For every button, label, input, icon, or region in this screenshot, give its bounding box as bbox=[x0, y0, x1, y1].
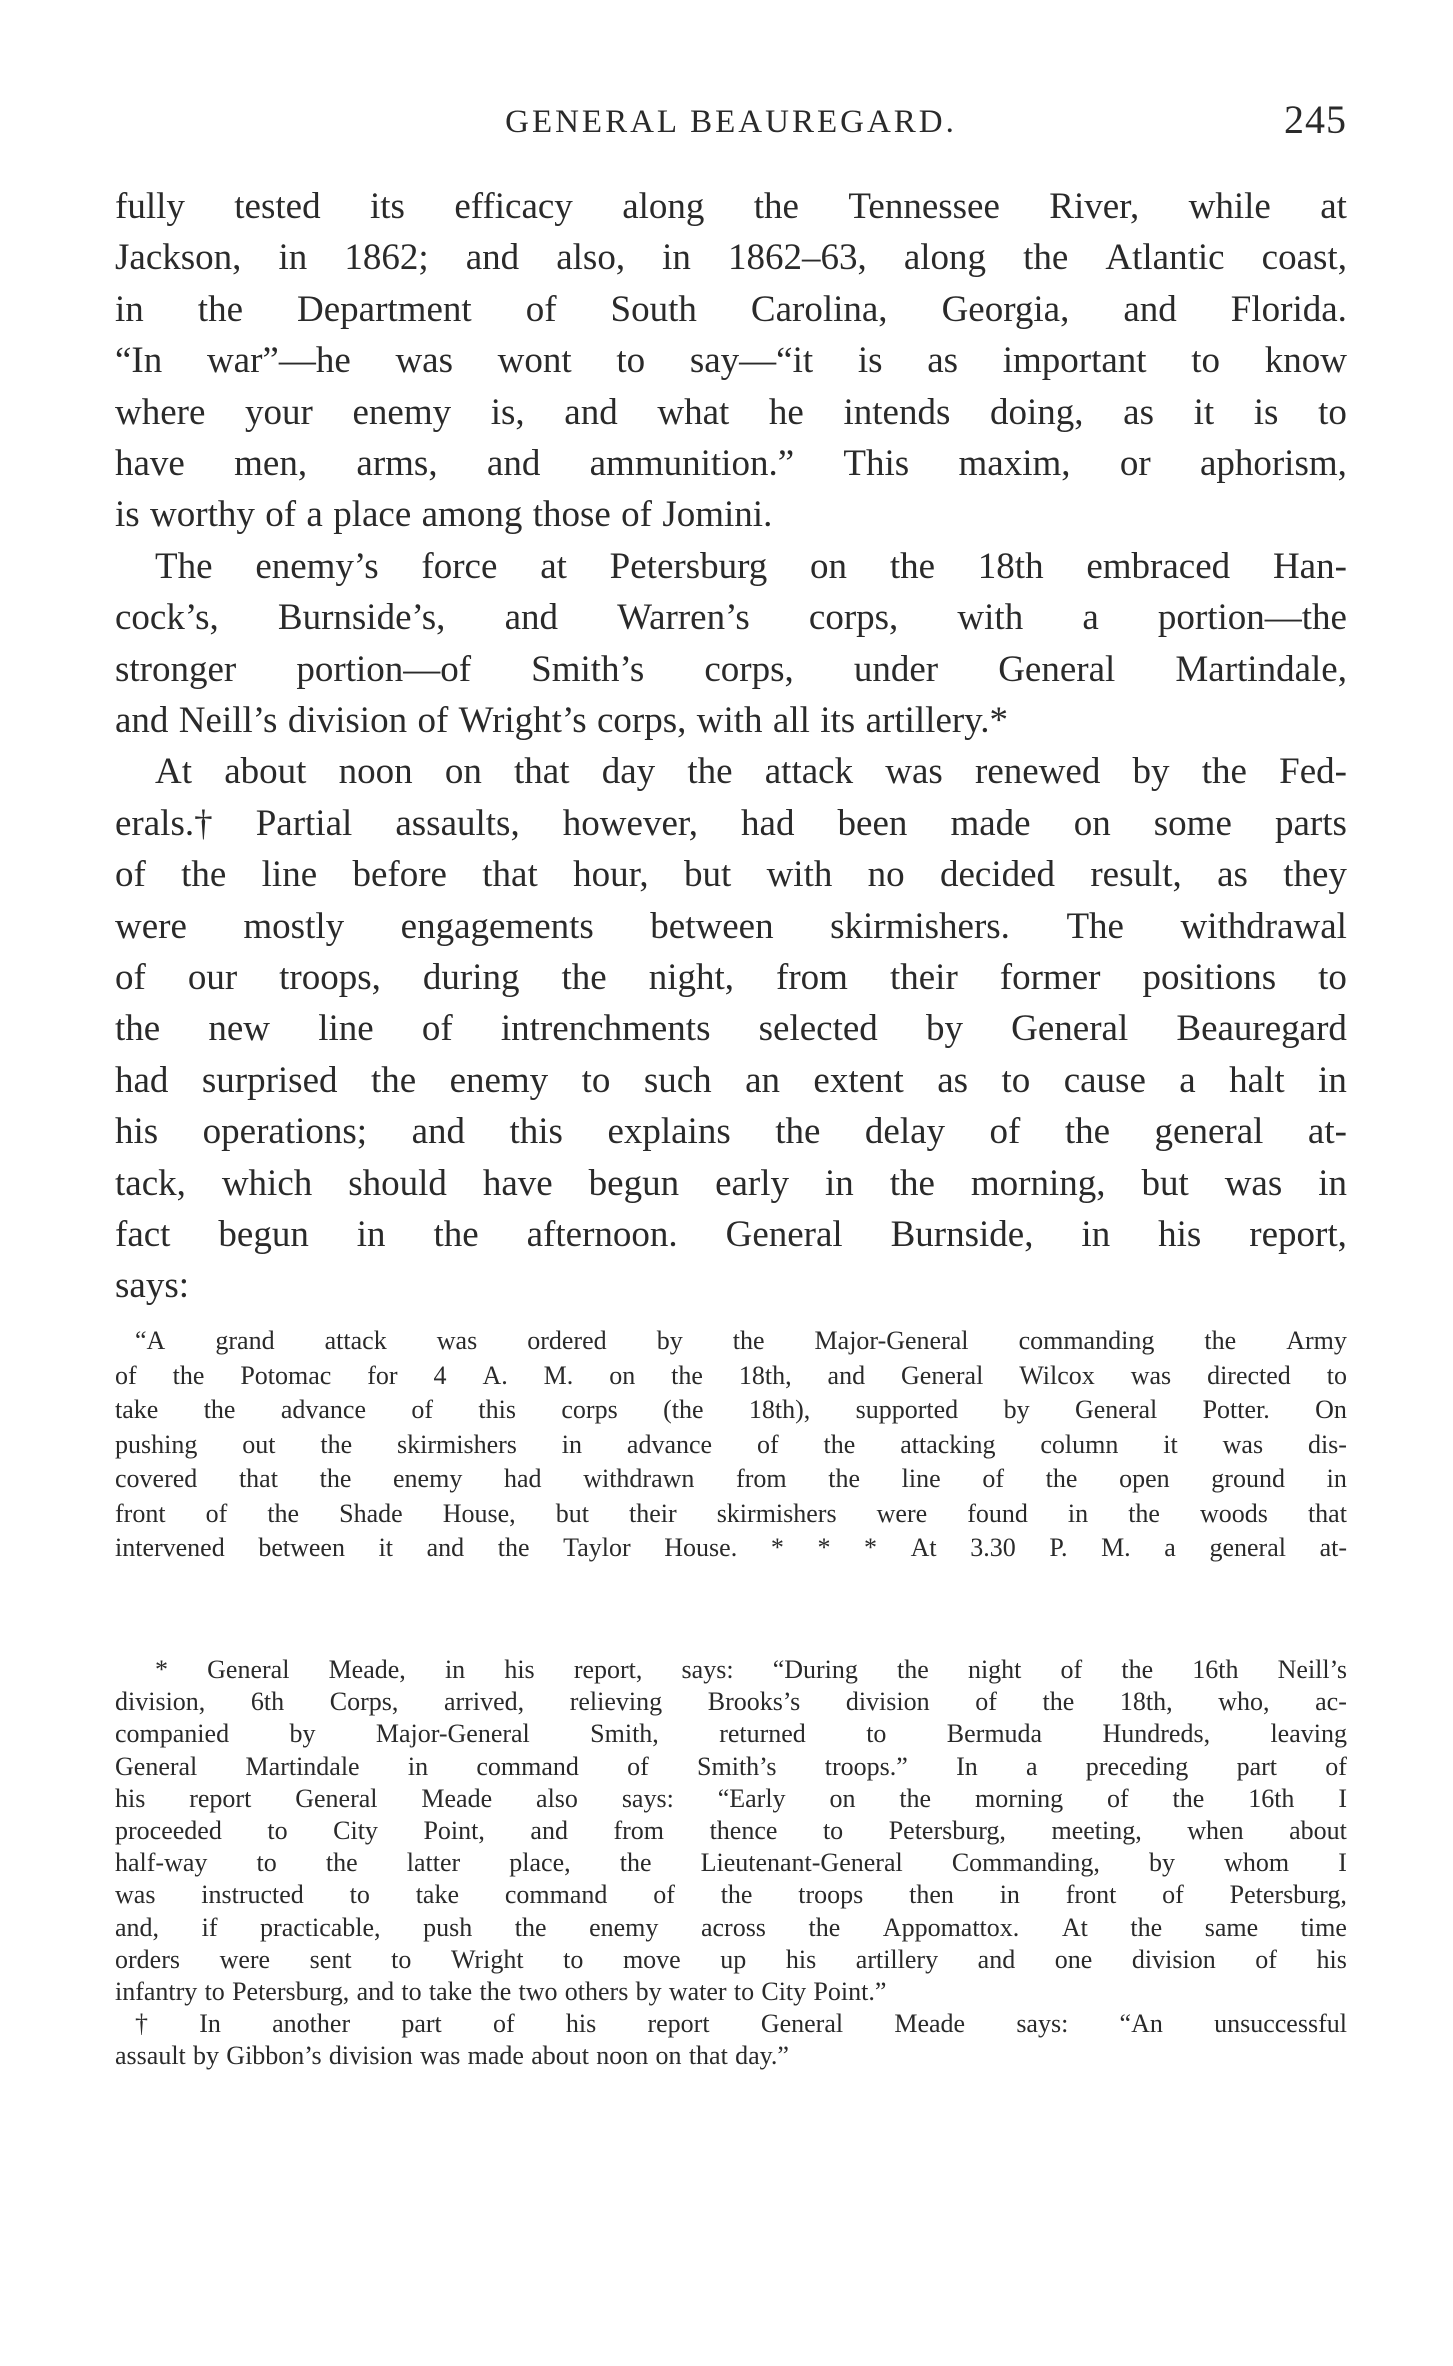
quote-line: “A grand attack was ordered by the Major-General commanding the Army bbox=[135, 1326, 1347, 1355]
text-line: tack, which should have begun early in the morning, but was in bbox=[115, 1162, 1347, 1204]
text-line: “In war”—he was wont to say—“it is as important to know bbox=[115, 340, 1347, 382]
footnote-line: * General Meade, in his report, says: “During the night of the 16th Neill’s bbox=[155, 1655, 1347, 1684]
page-number: 245 bbox=[1284, 97, 1347, 142]
quote-line: take the advance of this corps (the 18th), supported by General Potter. On bbox=[115, 1395, 1347, 1424]
text-line: is worthy of a place among those of Jomini. bbox=[115, 494, 773, 536]
footnote-line: General Martindale in command of Smith’s troops.” In a preceding part of bbox=[115, 1751, 1347, 1781]
text-line: of our troops, during the night, from their former positions to bbox=[115, 957, 1347, 998]
text-line: have men, arms, and ammunition.” This maxim, or aphorism, bbox=[115, 443, 1347, 484]
footnote-line: companied by Major-General Smith, returned to Bermuda Hundreds, leaving bbox=[115, 1719, 1347, 1749]
footnote-line: half-way to the latter place, the Lieutenant-General Commanding, by whom I bbox=[115, 1848, 1347, 1878]
text-line: his operations; and this explains the delay of the general at- bbox=[115, 1111, 1347, 1153]
text-line: Jackson, in 1862; and also, in 1862–63, along the Atlantic coast, bbox=[115, 237, 1347, 279]
running-head: GENERAL BEAUREGARD. bbox=[505, 104, 957, 140]
quote-line: pushing out the skirmishers in advance of the attacking column it was dis- bbox=[115, 1429, 1347, 1459]
text-line: cock’s, Burnside’s, and Warren’s corps, with a portion—the bbox=[115, 597, 1347, 639]
footnote-line: orders were sent to Wright to move up his artillery and one division of his bbox=[115, 1944, 1347, 1974]
text-line: erals.† Partial assaults, however, had been made on some parts bbox=[115, 802, 1347, 844]
footnote-line: infantry to Petersburg, and to take the two others by water to City Point.” bbox=[115, 1977, 887, 2006]
text-line: The enemy’s force at Petersburg on the 18th embraced Han- bbox=[155, 545, 1347, 587]
footnote-line: his report General Meade also says: “Early on the morning of the 16th I bbox=[115, 1783, 1347, 1813]
text-line: were mostly engagements between skirmishers. The withdrawal bbox=[115, 905, 1347, 947]
text-line: in the Department of South Carolina, Georgia, and Florida. bbox=[115, 288, 1347, 330]
page-header bbox=[115, 96, 1347, 156]
text-line: of the line before that hour, but with no decided result, as they bbox=[115, 854, 1347, 896]
text-line: fact begun in the afternoon. General Burnside, in his report, bbox=[115, 1214, 1347, 1255]
footnote-line: † In another part of his report General Meade says: “An unsuccessful bbox=[135, 2009, 1347, 2039]
footnote-line: assault by Gibbon’s division was made about noon on that day.” bbox=[115, 2041, 789, 2071]
quote-line: of the Potomac for 4 A. M. on the 18th, and General Wilcox was directed to bbox=[115, 1360, 1347, 1390]
text-line: and Neill’s division of Wright’s corps, with all its artillery.* bbox=[115, 700, 1009, 741]
text-line: stronger portion—of Smith’s corps, under General Martindale, bbox=[115, 648, 1347, 690]
footnote-line: was instructed to take command of the troops then in front of Petersburg, bbox=[115, 1880, 1347, 1910]
text-line: says: bbox=[115, 1265, 189, 1307]
quote-line: front of the Shade House, but their skirmishers were found in the woods that bbox=[115, 1498, 1347, 1528]
text-line: had surprised the enemy to such an extent as to cause a halt in bbox=[115, 1059, 1347, 1101]
text-line: the new line of intrenchments selected by General Beauregard bbox=[115, 1008, 1347, 1050]
quote-line: covered that the enemy had withdrawn from the line of the open ground in bbox=[115, 1464, 1347, 1493]
footnote-line: proceeded to City Point, and from thence to Petersburg, meeting, when about bbox=[115, 1816, 1347, 1845]
footnote-line: and, if practicable, push the enemy across the Appomattox. At the same time bbox=[115, 1912, 1347, 1942]
footnote-line: division, 6th Corps, arrived, relieving Brooks’s division of the 18th, who, ac- bbox=[115, 1687, 1347, 1717]
text-line: where your enemy is, and what he intends doing, as it is to bbox=[115, 391, 1347, 433]
quote-line: intervened between it and the Taylor House. * * * At 3.30 P. M. a general at- bbox=[115, 1533, 1347, 1562]
text-line: fully tested its efficacy along the Tennessee River, while at bbox=[115, 186, 1347, 227]
text-line: At about noon on that day the attack was renewed by the Fed- bbox=[155, 751, 1347, 793]
